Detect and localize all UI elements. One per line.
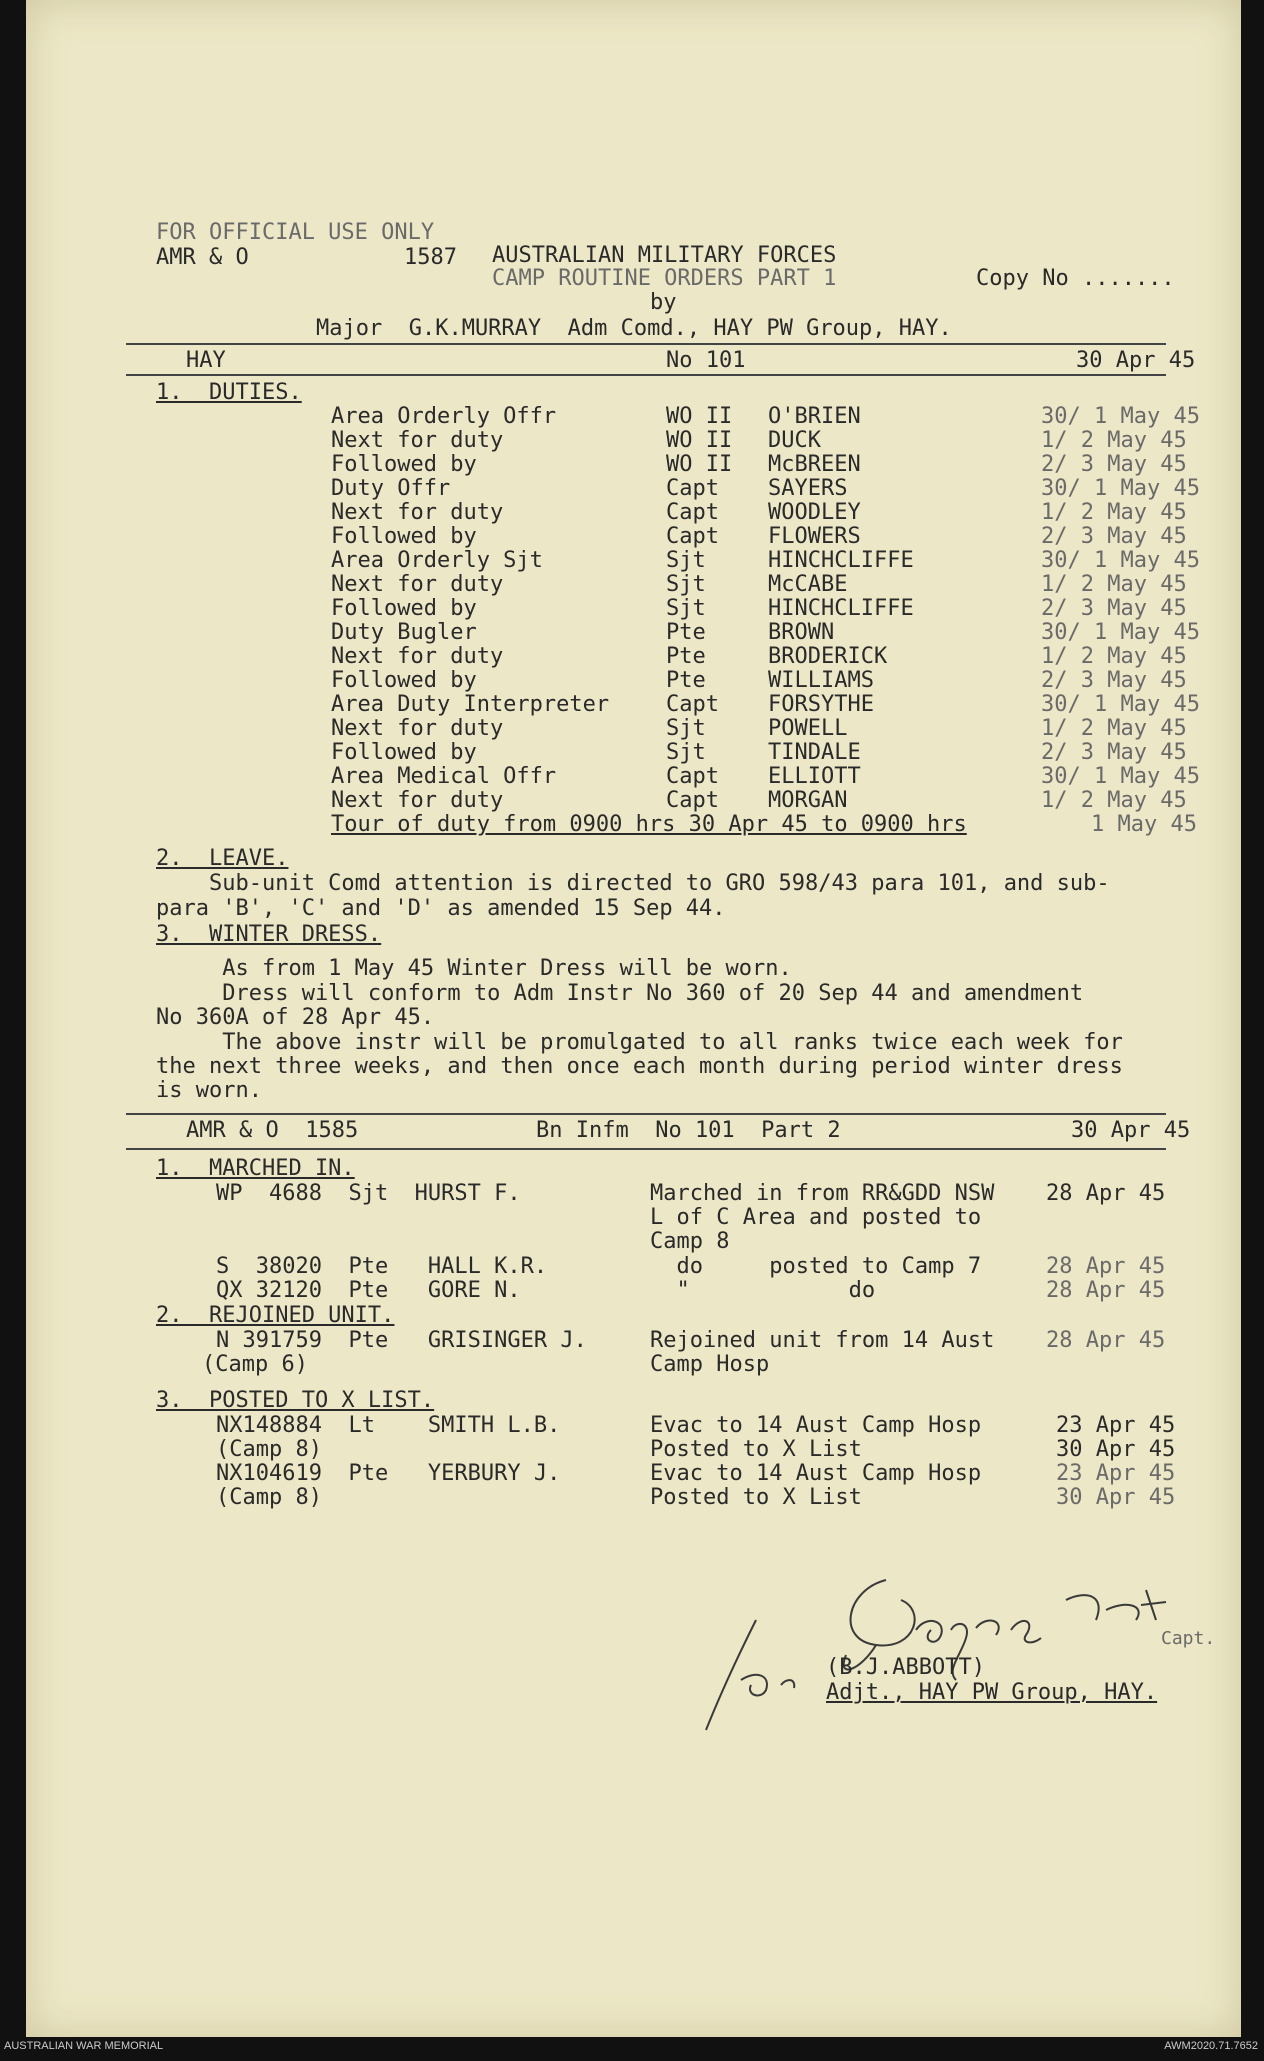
duty-name: WILLIAMS (768, 668, 874, 693)
by-label: by (650, 290, 677, 315)
marched-in-heading: 1. MARCHED IN. (156, 1156, 355, 1181)
duty-rank: Capt (666, 476, 719, 501)
xlist-row2-desc1: Evac to 14 Aust Camp Hosp (650, 1461, 982, 1486)
duty-role: Next for duty (331, 428, 504, 453)
duty-rank: Sjt (666, 596, 706, 621)
duty-rank: Sjt (666, 548, 706, 573)
duty-role: Area Medical Offr (331, 764, 557, 789)
duty-name: FLOWERS (768, 524, 861, 549)
winter-text-4: The above instr will be promulgated to all ranks twice each week for (156, 1030, 1123, 1055)
duty-date: 30/ 1 May 45 (1041, 404, 1200, 429)
winter-heading: 3. WINTER DRESS. (156, 922, 382, 947)
footer-left: AUSTRALIAN WAR MEMORIAL (4, 2040, 164, 2052)
duty-date: 30/ 1 May 45 (1041, 620, 1200, 645)
duty-role: Area Orderly Sjt (331, 548, 543, 573)
duty-date: 2/ 3 May 45 (1041, 524, 1187, 549)
duty-role: Area Orderly Offr (331, 404, 557, 429)
duty-name: WOODLEY (768, 500, 861, 525)
duty-rank: Pte (666, 620, 706, 645)
leave-text-1: Sub-unit Comd attention is directed to GRO 598/43 para 101, and sub- (156, 871, 1110, 896)
handwritten-signature (686, 1560, 1206, 1740)
duty-role: Followed by (331, 452, 477, 477)
duty-rank: Pte (666, 668, 706, 693)
duty-rank: Pte (666, 644, 706, 669)
duty-role: Next for duty (331, 716, 504, 741)
duty-rank: Sjt (666, 716, 706, 741)
duty-date: 30/ 1 May 45 (1041, 764, 1200, 789)
tour-of-duty: Tour of duty from 0900 hrs 30 Apr 45 to 0900 hrs (331, 812, 967, 837)
marched-in-row1-desc3: Camp 8 (650, 1229, 730, 1254)
part2-title: Bn Infm No 101 Part 2 (536, 1118, 841, 1143)
winter-text-1: As from 1 May 45 Winter Dress will be worn. (156, 956, 792, 981)
duty-date: 2/ 3 May 45 (1041, 452, 1187, 477)
duty-role: Next for duty (331, 644, 504, 669)
duty-date: 1/ 2 May 45 (1041, 716, 1187, 741)
duty-name: O'BRIEN (768, 404, 861, 429)
marched-in-row3-desc: " do (650, 1278, 876, 1303)
duty-name: HINCHCLIFFE (768, 596, 914, 621)
winter-text-3: No 360A of 28 Apr 45. (156, 1005, 435, 1030)
duty-rank: Capt (666, 524, 719, 549)
part2-ref: AMR & O 1585 (186, 1118, 359, 1143)
duty-role: Next for duty (331, 500, 504, 525)
duty-date: 1/ 2 May 45 (1041, 788, 1187, 813)
order-number: 1587 (404, 245, 457, 270)
duty-role: Area Duty Interpreter (331, 692, 610, 717)
xlist-row2-date2: 30 Apr 45 (1056, 1485, 1176, 1510)
rejoined-row1-id: N 391759 Pte GRISINGER J. (216, 1328, 587, 1353)
winter-text-2: Dress will conform to Adm Instr No 360 of 20 Sep 44 and amendment (156, 981, 1084, 1006)
duty-date: 2/ 3 May 45 (1041, 740, 1187, 765)
marched-in-row2-id: S 38020 Pte HALL K.R. (216, 1254, 548, 1279)
copy-number: Copy No ....... (976, 266, 1175, 291)
duties-heading: 1. DUTIES. (156, 380, 302, 405)
rejoined-row1-date: 28 Apr 45 (1046, 1328, 1166, 1353)
marched-in-row2-desc: do posted to Camp 7 (650, 1254, 982, 1279)
duty-name: SAYERS (768, 476, 848, 501)
rejoined-row1-camp: (Camp 6) (202, 1352, 308, 1377)
rejoined-row1-desc2: Camp Hosp (650, 1352, 770, 1377)
duty-date: 1/ 2 May 45 (1041, 500, 1187, 525)
xlist-row2-desc2: Posted to X List (650, 1485, 862, 1510)
org-name: AUSTRALIAN MILITARY FORCES (492, 243, 837, 268)
xlist-row1-date2: 30 Apr 45 (1056, 1437, 1176, 1462)
duty-name: FORSYTHE (768, 692, 874, 717)
tour-end: 1 May 45 (1091, 812, 1197, 837)
leave-text-2: para 'B', 'C' and 'D' as amended 15 Sep 44. (156, 896, 726, 921)
order-date: 30 Apr 45 (1076, 348, 1196, 373)
xlist-row1-desc1: Evac to 14 Aust Camp Hosp (650, 1413, 982, 1438)
header-rule-2 (126, 374, 1166, 376)
place: HAY (186, 348, 226, 373)
xlist-row2-camp: (Camp 8) (216, 1485, 322, 1510)
part2-date: 30 Apr 45 (1071, 1118, 1191, 1143)
marched-in-row1-id: WP 4688 Sjt HURST F. (216, 1181, 521, 1206)
duty-rank: Capt (666, 500, 719, 525)
duty-rank: WO II (666, 428, 733, 453)
duty-date: 1/ 2 May 45 (1041, 572, 1187, 597)
duty-role: Followed by (331, 740, 477, 765)
marched-in-row3-date: 28 Apr 45 (1046, 1278, 1166, 1303)
duty-date: 1/ 2 May 45 (1041, 428, 1187, 453)
xlist-row1-id: NX148884 Lt SMITH L.B. (216, 1413, 561, 1438)
duty-role: Next for duty (331, 572, 504, 597)
xlist-row2-id: NX104619 Pte YERBURY J. (216, 1461, 561, 1486)
duty-date: 2/ 3 May 45 (1041, 596, 1187, 621)
duty-rank: Sjt (666, 572, 706, 597)
rejoined-row1-desc1: Rejoined unit from 14 Aust (650, 1328, 995, 1353)
duty-role: Followed by (331, 524, 477, 549)
duty-rank: Capt (666, 764, 719, 789)
duty-role: Duty Offr (331, 476, 451, 501)
duty-date: 30/ 1 May 45 (1041, 548, 1200, 573)
part2-rule-top (126, 1113, 1166, 1115)
ref-label: AMR & O (156, 245, 249, 270)
xlist-row2-date1: 23 Apr 45 (1056, 1461, 1176, 1486)
header-rule (126, 343, 1166, 345)
signatory-title: Adjt., HAY PW Group, HAY. (826, 1680, 1158, 1705)
document-page (26, 0, 1241, 2037)
order-no: No 101 (666, 348, 746, 373)
duty-name: MORGAN (768, 788, 848, 813)
duty-role: Followed by (331, 668, 477, 693)
duty-name: TINDALE (768, 740, 861, 765)
marched-in-row3-id: QX 32120 Pte GORE N. (216, 1278, 521, 1303)
winter-text-6: is worn. (156, 1078, 262, 1103)
duty-rank: Capt (666, 788, 719, 813)
duty-date: 30/ 1 May 45 (1041, 692, 1200, 717)
xlist-row1-date1: 23 Apr 45 (1056, 1413, 1176, 1438)
xlist-row1-desc2: Posted to X List (650, 1437, 862, 1462)
marched-in-row1-date: 28 Apr 45 (1046, 1181, 1166, 1206)
leave-heading: 2. LEAVE. (156, 846, 289, 871)
duty-name: HINCHCLIFFE (768, 548, 914, 573)
duty-date: 30/ 1 May 45 (1041, 476, 1200, 501)
duty-rank: Capt (666, 692, 719, 717)
footer-right: AWM2020.71.7652 (1164, 2040, 1258, 2052)
duty-name: BRODERICK (768, 644, 888, 669)
duty-name: DUCK (768, 428, 821, 453)
marched-in-row1-desc1: Marched in from RR&GDD NSW (650, 1181, 995, 1206)
marched-in-row1-desc2: L of C Area and posted to (650, 1205, 982, 1230)
signature-rank: Capt. (1161, 1628, 1216, 1649)
xlist-row1-camp: (Camp 8) (216, 1437, 322, 1462)
duty-name: POWELL (768, 716, 848, 741)
marched-in-row2-date: 28 Apr 45 (1046, 1254, 1166, 1279)
part2-rule-bottom (126, 1148, 1166, 1150)
winter-text-5: the next three weeks, and then once each month during period winter dress (156, 1054, 1123, 1079)
duty-rank: Sjt (666, 740, 706, 765)
duty-rank: WO II (666, 404, 733, 429)
duty-role: Next for duty (331, 788, 504, 813)
rejoined-heading: 2. REJOINED UNIT. (156, 1303, 395, 1328)
duty-name: McCABE (768, 572, 848, 597)
duty-date: 2/ 3 May 45 (1041, 668, 1187, 693)
duty-rank: WO II (666, 452, 733, 477)
signatory-name: (B.J.ABBOTT) (826, 1655, 985, 1680)
duty-role: Duty Bugler (331, 620, 477, 645)
duty-name: ELLIOTT (768, 764, 861, 789)
duty-role: Followed by (331, 596, 477, 621)
classification: FOR OFFICIAL USE ONLY (156, 220, 435, 245)
order-title: CAMP ROUTINE ORDERS PART 1 (492, 266, 837, 291)
xlist-heading: 3. POSTED TO X LIST. (156, 1388, 435, 1413)
duty-date: 1/ 2 May 45 (1041, 644, 1187, 669)
duty-name: BROWN (768, 620, 835, 645)
duty-name: McBREEN (768, 452, 861, 477)
issuer: Major G.K.MURRAY Adm Comd., HAY PW Group, HAY. (316, 316, 952, 341)
